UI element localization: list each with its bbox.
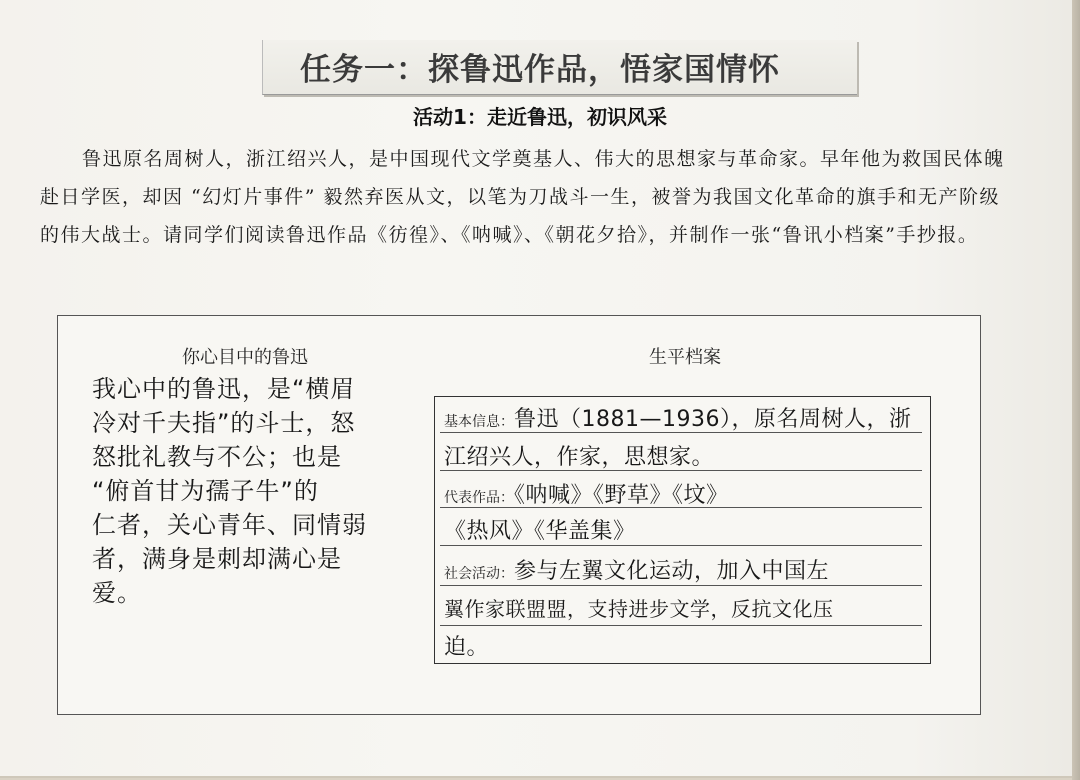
handwritten-line: 怒批礼教与不公；也是: [92, 443, 342, 471]
basic-info-line: 鲁迅（1881—1936），原名周树人，浙: [514, 407, 912, 432]
handwritten-line: 仁者，关心青年、同情弱: [92, 511, 367, 539]
impression-text: [92, 372, 382, 610]
handwritten-line: 爱。: [92, 579, 142, 607]
left-section-heading: 你心目中的鲁迅: [182, 347, 308, 368]
works-line: 《呐喊》《野草》《坟》: [514, 483, 729, 508]
works-label: 代表作品：: [444, 490, 514, 506]
right-section-heading: 生平档案: [649, 347, 721, 368]
activities-label: 社会活动：: [444, 566, 514, 582]
basic-info-line: 江绍兴人，作家，思想家。: [444, 445, 715, 470]
works-row: [444, 478, 729, 509]
activities-row: [444, 593, 834, 622]
works-line: 《热风》《华盖集》: [444, 519, 636, 544]
basic-info-row: [444, 402, 911, 433]
handwritten-line: 者，满身是刺却满心是: [92, 545, 342, 573]
basic-info-row: [444, 440, 714, 471]
activities-line: 迫。: [444, 635, 490, 660]
activities-row: [444, 554, 829, 585]
handwritten-line: 我心中的鲁迅，是“横眉: [92, 375, 356, 403]
activity-title: 活动1：走近鲁迅，初识风采: [413, 105, 667, 129]
handwritten-line: “俯首甘为孺子牛”的: [92, 477, 319, 505]
task-title: 任务一：探鲁迅作品，悟家国情怀: [300, 52, 780, 88]
activities-line: 翼作家联盟盟，支持进步文学，反抗文化压: [444, 597, 834, 621]
handwritten-line: 冷对千夫指”的斗士，怒: [92, 409, 356, 437]
ruled-line: [440, 625, 922, 626]
ruled-line: [440, 545, 922, 546]
intro-paragraph: 鲁迅原名周树人，浙江绍兴人，是中国现代文学奠基人、伟大的思想家与革命家。早年他为救国民体魄赴日学医，却因 “幻灯片事件” 毅然弃医从文，以笔为刀战斗一生，被誉为我国文化革命的旗手和无产阶级的伟大战士。请同学们阅读鲁迅作品《彷徨》、《呐喊》、《朝花夕拾》，并制作一张“鲁讯小档案”手抄报。: [40, 148, 1005, 246]
activities-row: [444, 630, 489, 661]
basic-info-label: 基本信息：: [444, 414, 514, 430]
activities-line: 参与左翼文化运动，加入中国左: [514, 559, 830, 584]
works-row: [444, 514, 636, 545]
ruled-line: [440, 585, 922, 586]
